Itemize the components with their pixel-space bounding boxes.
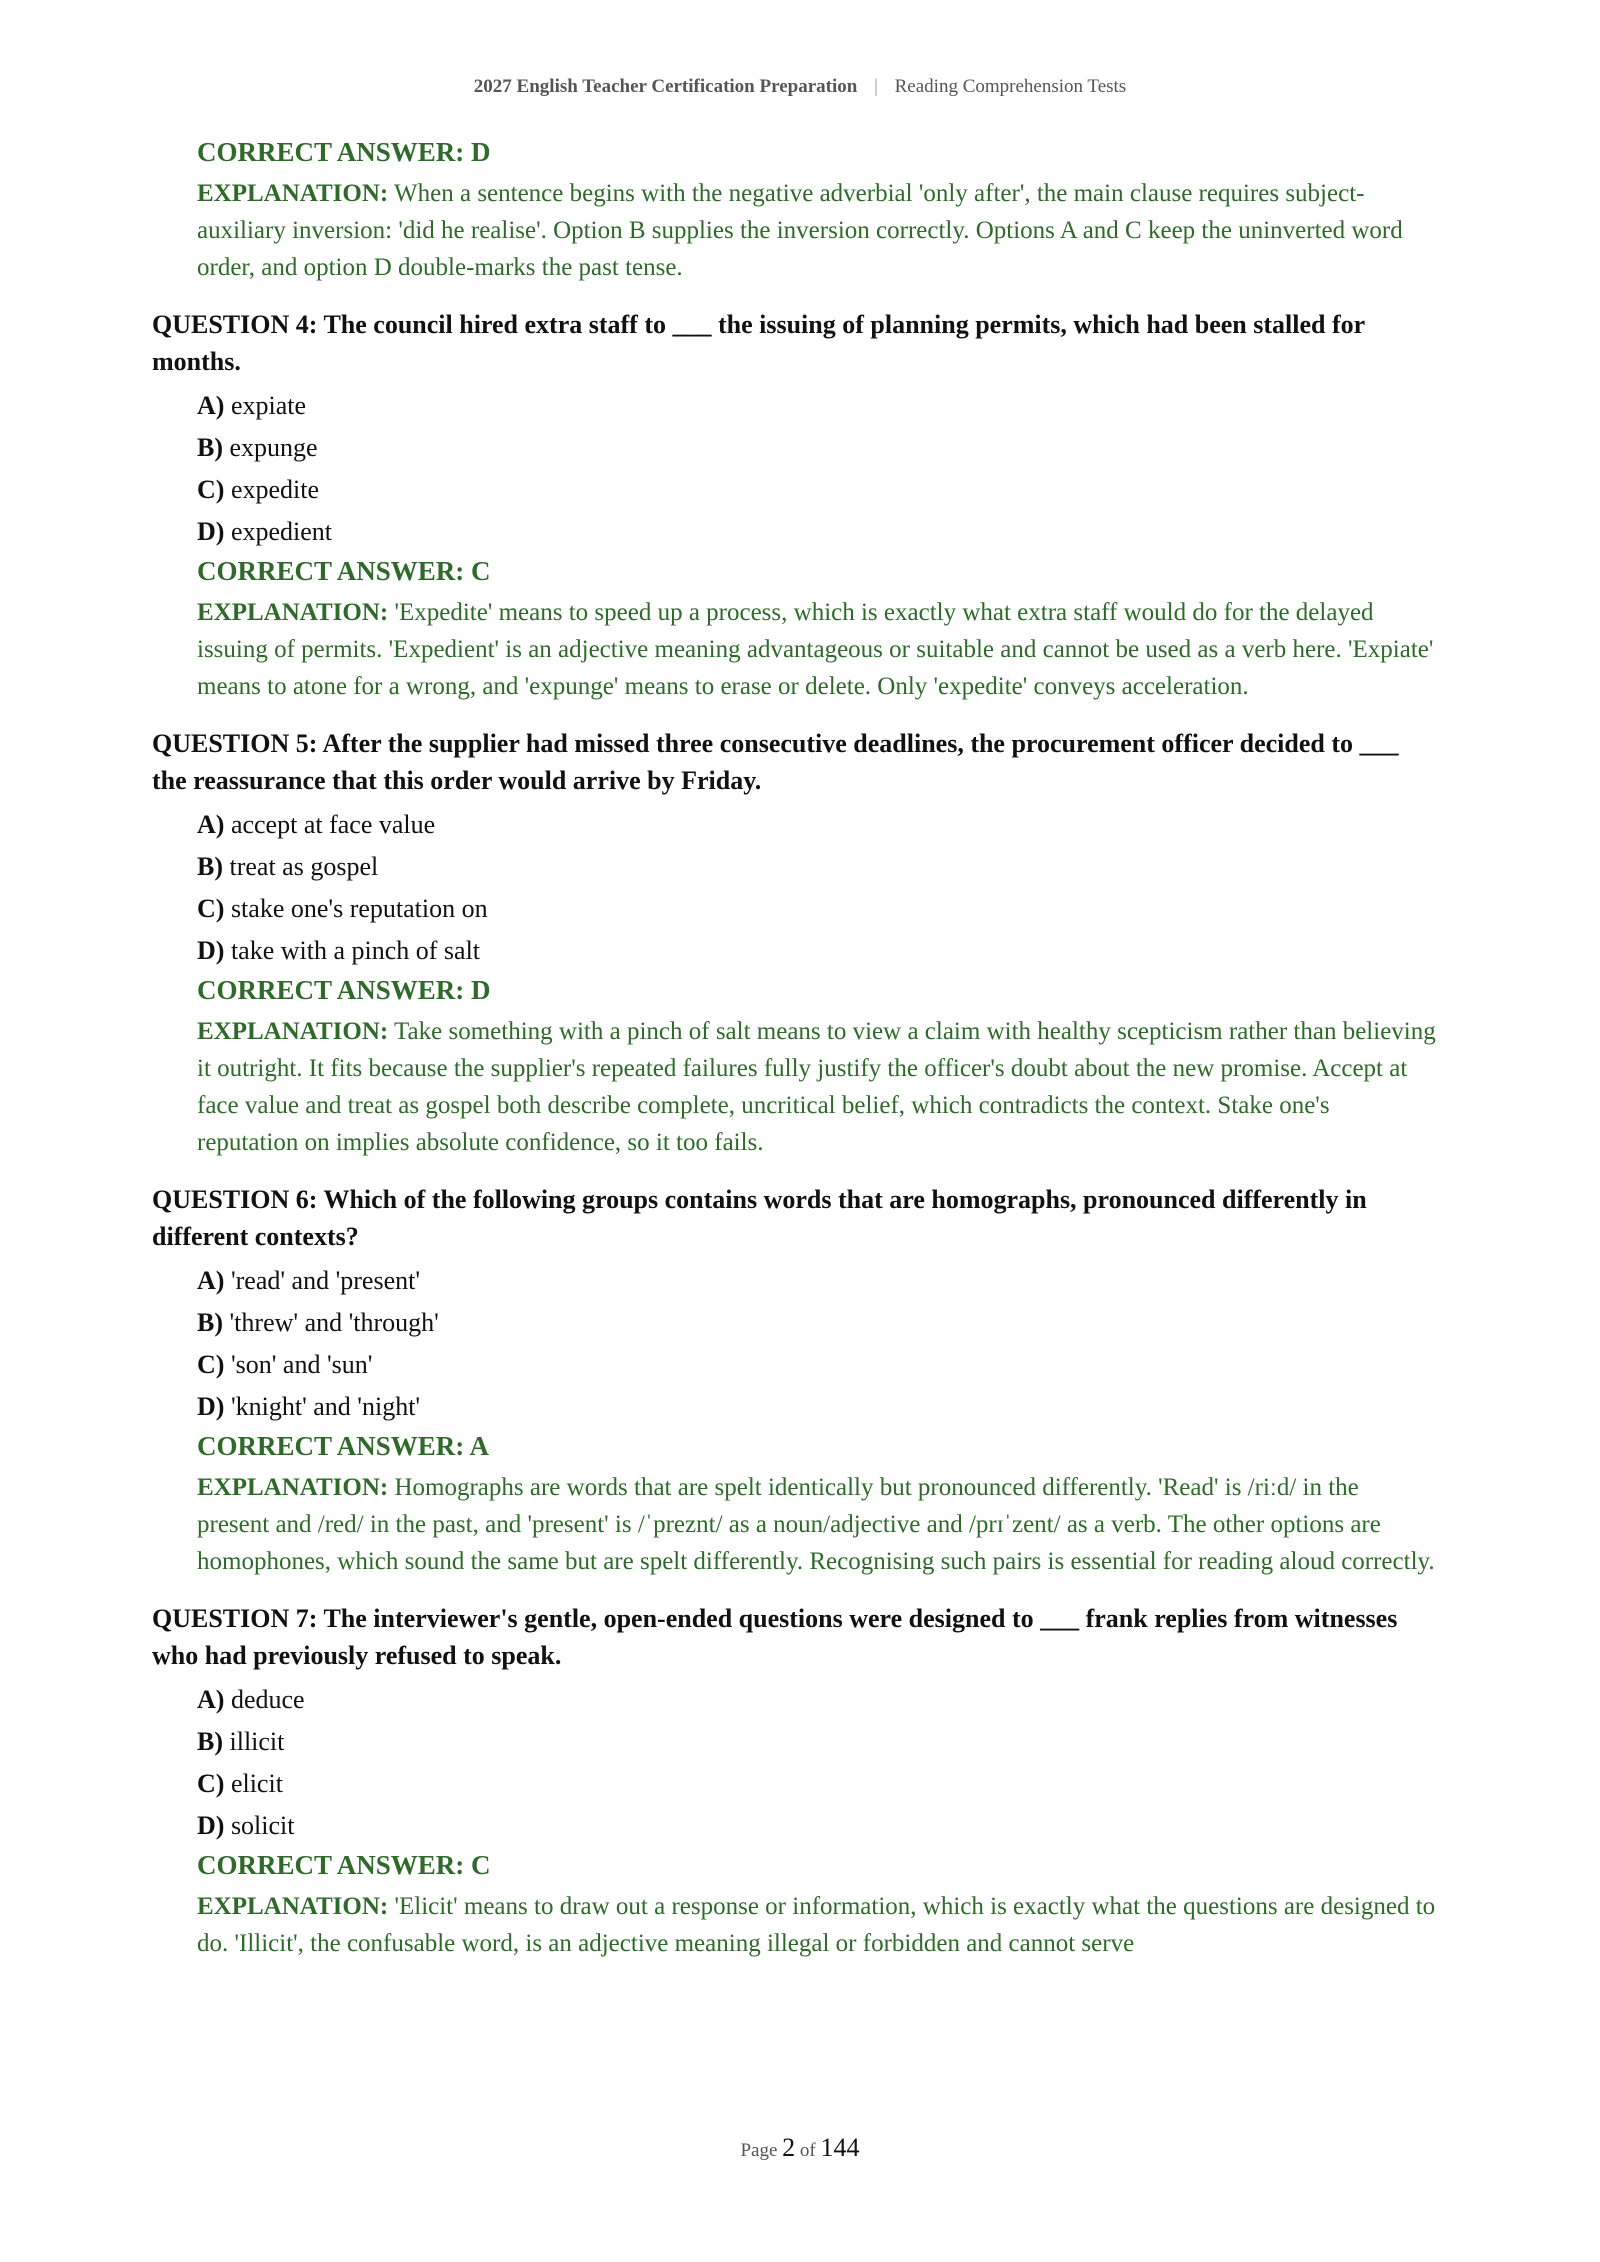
answer-option bbox=[152, 1386, 1436, 1428]
answer-option bbox=[152, 846, 1436, 888]
option-text: elicit bbox=[230, 1769, 283, 1798]
carryover-answer-block bbox=[152, 134, 1436, 286]
answer-option bbox=[152, 1721, 1436, 1763]
page-footer bbox=[0, 2133, 1600, 2163]
correct-answer: CORRECT ANSWER: A bbox=[197, 1431, 490, 1461]
option-text: solicit bbox=[230, 1811, 295, 1840]
explanation-text: When a sentence begins with the negative adverbial 'only after', the main clause requires subject-auxiliary inversion: 'did he realise'. Option B supplies the inversion correctly. Options A and C keep the uninverted word order, and option D double-marks the past tense. bbox=[197, 180, 1403, 281]
footer-page-word: Page bbox=[740, 2140, 778, 2161]
option-text: 'read' and 'present' bbox=[230, 1266, 421, 1295]
answer-option bbox=[152, 385, 1436, 427]
answer-option bbox=[152, 930, 1436, 972]
option-text: expedite bbox=[230, 475, 320, 504]
question-text: QUESTION 5: After the supplier had missed three consecutive deadlines, the procurement officer decided to ___ the reassurance that this order would arrive by Friday. bbox=[152, 729, 1399, 795]
answer-option bbox=[152, 469, 1436, 511]
option-text: treat as gospel bbox=[229, 852, 379, 881]
answer-option bbox=[152, 1260, 1436, 1302]
option-letter: B) bbox=[197, 433, 223, 462]
option-letter: D) bbox=[197, 517, 225, 546]
option-letter: A) bbox=[197, 1266, 225, 1295]
correct-answer: CORRECT ANSWER: C bbox=[197, 1850, 491, 1880]
explanation-label: EXPLANATION: bbox=[197, 1474, 389, 1501]
footer-total-pages: 144 bbox=[820, 2133, 860, 2162]
explanation-label: EXPLANATION: bbox=[197, 599, 389, 626]
option-letter: A) bbox=[197, 391, 225, 420]
option-text: expedient bbox=[230, 517, 333, 546]
explanation-text: 'Elicit' means to draw out a response or information, which is exactly what the questions are designed to do. 'Illicit', the confusable word, is an adjective meaning illegal or forbidden and cannot serve bbox=[197, 1893, 1436, 1957]
question-block bbox=[152, 725, 1436, 1161]
option-text: expiate bbox=[230, 391, 307, 420]
explanation-text: Take something with a pinch of salt means to view a claim with healthy scepticism rather than believing it outright. It fits because the supplier's repeated failures fully justify the officer's doubt about the new promise. Accept at face value and treat as gospel both describe complete, uncritical belief, which contradicts the context. Stake one's reputation on implies absolute confidence, so it too fails. bbox=[197, 1018, 1436, 1156]
answer-block bbox=[152, 1428, 1436, 1580]
option-letter: C) bbox=[197, 475, 225, 504]
option-text: deduce bbox=[230, 1685, 305, 1714]
option-letter: D) bbox=[197, 936, 225, 965]
answer-option bbox=[152, 1805, 1436, 1847]
option-text: 'threw' and 'through' bbox=[229, 1308, 439, 1337]
question-text: QUESTION 6: Which of the following groups contains words that are homographs, pronounced differently in different contexts? bbox=[152, 1185, 1367, 1251]
question-block bbox=[152, 1600, 1436, 1962]
option-text: accept at face value bbox=[230, 810, 436, 839]
question-block bbox=[152, 1181, 1436, 1580]
answer-option bbox=[152, 888, 1436, 930]
answer-option bbox=[152, 1679, 1436, 1721]
answer-option bbox=[152, 1344, 1436, 1386]
option-letter: D) bbox=[197, 1811, 225, 1840]
header-title: 2027 English Teacher Certification Preparation bbox=[473, 76, 858, 97]
option-letter: A) bbox=[197, 810, 225, 839]
answer-option bbox=[152, 511, 1436, 553]
answer-option bbox=[152, 804, 1436, 846]
answer-block bbox=[152, 1847, 1436, 1962]
explanation-text: Homographs are words that are spelt identically but pronounced differently. 'Read' is /riːd/ in the present and /red/ in the past, and 'present' is /ˈpreznt/ as a noun/adjective and /prɪˈzent/ as a verb. The other options are homophones, which sound the same but are spelt differently. Recognising such pairs is essential for reading aloud correctly. bbox=[197, 1474, 1435, 1575]
option-letter: C) bbox=[197, 1350, 225, 1379]
option-text: 'knight' and 'night' bbox=[230, 1392, 421, 1421]
header-section: Reading Comprehension Tests bbox=[894, 76, 1127, 97]
answer-block bbox=[152, 553, 1436, 705]
answer-block bbox=[152, 972, 1436, 1161]
explanation-text: 'Expedite' means to speed up a process, which is exactly what extra staff would do for the delayed issuing of permits. 'Expedient' is an adjective meaning advantageous or suitable and cannot be used as a verb here. 'Expiate' means to atone for a wrong, and 'expunge' means to erase or delete. Only 'expedite' conveys acceleration. bbox=[197, 599, 1434, 700]
explanation bbox=[197, 1888, 1436, 1962]
explanation bbox=[197, 1013, 1436, 1161]
page-header bbox=[0, 76, 1600, 98]
footer-page-number: 2 bbox=[782, 2133, 796, 2162]
question-block bbox=[152, 306, 1436, 705]
option-letter: B) bbox=[197, 1727, 223, 1756]
option-letter: B) bbox=[197, 852, 223, 881]
explanation bbox=[197, 1469, 1436, 1580]
answer-option bbox=[152, 1302, 1436, 1344]
option-text: expunge bbox=[229, 433, 318, 462]
correct-answer: CORRECT ANSWER: D bbox=[197, 975, 491, 1005]
option-letter: C) bbox=[197, 1769, 225, 1798]
explanation-label: EXPLANATION: bbox=[197, 180, 389, 207]
option-letter: A) bbox=[197, 1685, 225, 1714]
footer-of-word: of bbox=[799, 2140, 816, 2161]
correct-answer: CORRECT ANSWER: D bbox=[197, 137, 491, 167]
explanation bbox=[197, 175, 1436, 286]
header-separator: | bbox=[874, 76, 878, 97]
correct-answer: CORRECT ANSWER: C bbox=[197, 556, 491, 586]
page-content bbox=[152, 134, 1436, 1962]
explanation-label: EXPLANATION: bbox=[197, 1893, 389, 1920]
option-letter: B) bbox=[197, 1308, 223, 1337]
option-letter: D) bbox=[197, 1392, 225, 1421]
option-text: 'son' and 'sun' bbox=[230, 1350, 373, 1379]
explanation bbox=[197, 594, 1436, 705]
option-text: take with a pinch of salt bbox=[230, 936, 481, 965]
option-text: stake one's reputation on bbox=[230, 894, 488, 923]
question-text: QUESTION 7: The interviewer's gentle, open-ended questions were designed to ___ frank replies from witnesses who had previously refused to speak. bbox=[152, 1604, 1398, 1670]
explanation-label: EXPLANATION: bbox=[197, 1018, 389, 1045]
answer-option bbox=[152, 427, 1436, 469]
answer-option bbox=[152, 1763, 1436, 1805]
option-letter: C) bbox=[197, 894, 225, 923]
option-text: illicit bbox=[229, 1727, 285, 1756]
question-text: QUESTION 4: The council hired extra staff to ___ the issuing of planning permits, which had been stalled for months. bbox=[152, 310, 1365, 376]
